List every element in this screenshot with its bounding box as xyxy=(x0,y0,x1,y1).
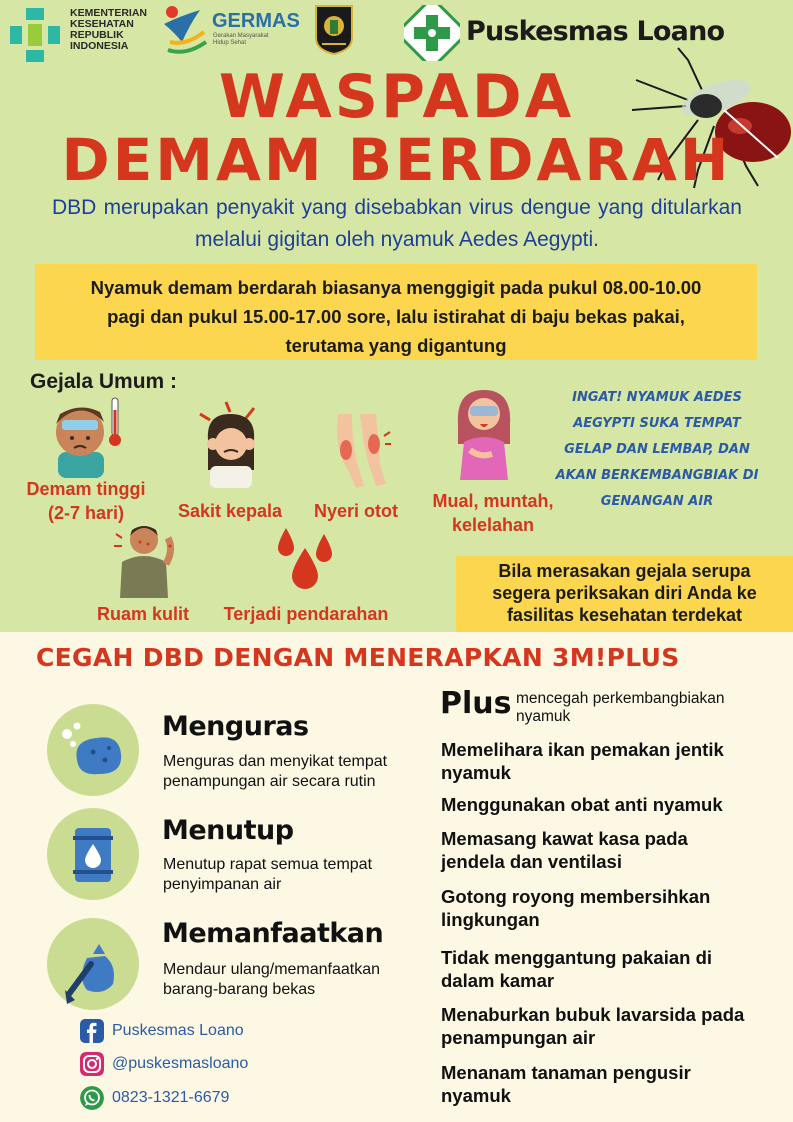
title-line-2: DEMAM BERDARAH xyxy=(61,126,732,194)
fever-icon xyxy=(40,396,126,478)
memanfaatkan-desc: Mendaur ulang/memanfaatkan barang-barang bekas xyxy=(163,961,381,998)
blood-drops-icon xyxy=(272,524,338,592)
puskesmas-logo-icon xyxy=(404,5,460,61)
facebook-link[interactable]: Puskesmas Loano xyxy=(112,1022,244,1039)
kemenkes-logo-icon xyxy=(6,4,64,66)
whatsapp-icon[interactable] xyxy=(80,1086,104,1110)
plus-item: Tidak menggantung pakaian di dalam kamar xyxy=(441,947,713,991)
sponge-icon xyxy=(47,704,139,796)
rash-icon xyxy=(112,520,176,598)
intro-paragraph: DBD merupakan penyakit yang disebabkan virus dengue yang ditularkan melalui gigitan oleh nyamuk Aedes Aegypti. xyxy=(52,196,742,251)
menguras-desc: Menguras dan menyikat tempat penampungan air secara rutin xyxy=(163,753,388,790)
plus-item: Memelihara ikan pemakan jentik nyamuk xyxy=(441,739,724,783)
prevention-heading: CEGAH DBD DENGAN MENERAPKAN 3M!PLUS xyxy=(36,643,680,672)
muscle-pain-icon xyxy=(330,410,392,492)
title-line-1: WASPADA xyxy=(218,62,575,132)
menguras-circle xyxy=(47,704,139,796)
kemenkes-text: KEMENTERIAN KESEHATAN REPUBLIK INDONESIA xyxy=(70,7,148,52)
advice-text: Bila merasakan gejala serupa segera periksakan diri Anda ke fasilitas kesehatan terdekat xyxy=(492,561,757,625)
instagram-link[interactable]: @puskesmasloano xyxy=(112,1055,249,1072)
germas-logo-icon xyxy=(160,2,210,60)
barrel-icon xyxy=(47,808,139,900)
instagram-icon[interactable] xyxy=(80,1052,104,1076)
symptom-headache: Sakit kepala xyxy=(177,501,283,521)
plus-description: mencegah perkembangbiakan nyamuk xyxy=(516,690,725,725)
puskesmas-name: Puskesmas Loano xyxy=(466,16,725,47)
menutup-desc: Menutup rapat semua tempat penyimpanan air xyxy=(163,856,373,893)
whatsapp-number[interactable]: 0823-1321-6679 xyxy=(112,1089,230,1106)
bite-info-text: Nyamuk demam berdarah biasanya menggigit pada pukul 08.00-10.00 pagi dan pukul 15.00-17.00 sore, lalu istirahat di baju bekas pakai, terutama yang digantung xyxy=(90,277,702,356)
warning-text: INGAT! NYAMUK AEDES AEGYPTI SUKA TEMPAT GELAP DAN LEMBAP, DAN AKAN BERKEMBANGBIAK DI GENANGAN AIR xyxy=(555,390,759,509)
symptom-bleeding: Terjadi pendarahan xyxy=(223,604,389,624)
symptom-rash: Ruam kulit xyxy=(96,604,189,624)
plus-item: Menaburkan bubuk lavarsida pada penampungan air xyxy=(441,1004,745,1048)
memanfaatkan-title: Memanfaatkan xyxy=(162,918,384,949)
symptoms-title: Gejala Umum : xyxy=(30,370,178,393)
germas-subtitle: Gerakan Masyarakat Hidup Sehat xyxy=(213,33,269,46)
recycle-bag-icon xyxy=(47,918,139,1010)
plus-item: Menanam tanaman pengusir nyamuk xyxy=(441,1062,691,1106)
facebook-icon[interactable] xyxy=(80,1019,104,1043)
plus-item: Gotong royong membersihkan lingkungan xyxy=(441,886,711,930)
nausea-icon xyxy=(450,384,518,484)
memanfaatkan-circle xyxy=(47,918,139,1010)
plus-item: Memasang kawat kasa pada jendela dan ventilasi xyxy=(441,828,688,872)
regency-emblem-icon xyxy=(314,4,354,56)
menutup-title: Menutup xyxy=(162,815,294,846)
germas-title: GERMAS xyxy=(212,10,300,32)
headache-icon xyxy=(196,400,266,488)
plus-item: Menggunakan obat anti nyamuk xyxy=(441,794,723,815)
menutup-circle xyxy=(47,808,139,900)
symptom-fever: Demam tinggi (2-7 hari) xyxy=(26,479,146,523)
menguras-title: Menguras xyxy=(162,711,309,742)
symptom-muscle-pain: Nyeri otot xyxy=(313,501,398,521)
symptom-nausea: Mual, muntah, kelelahan xyxy=(432,491,554,535)
plus-heading: Plus xyxy=(440,686,512,721)
